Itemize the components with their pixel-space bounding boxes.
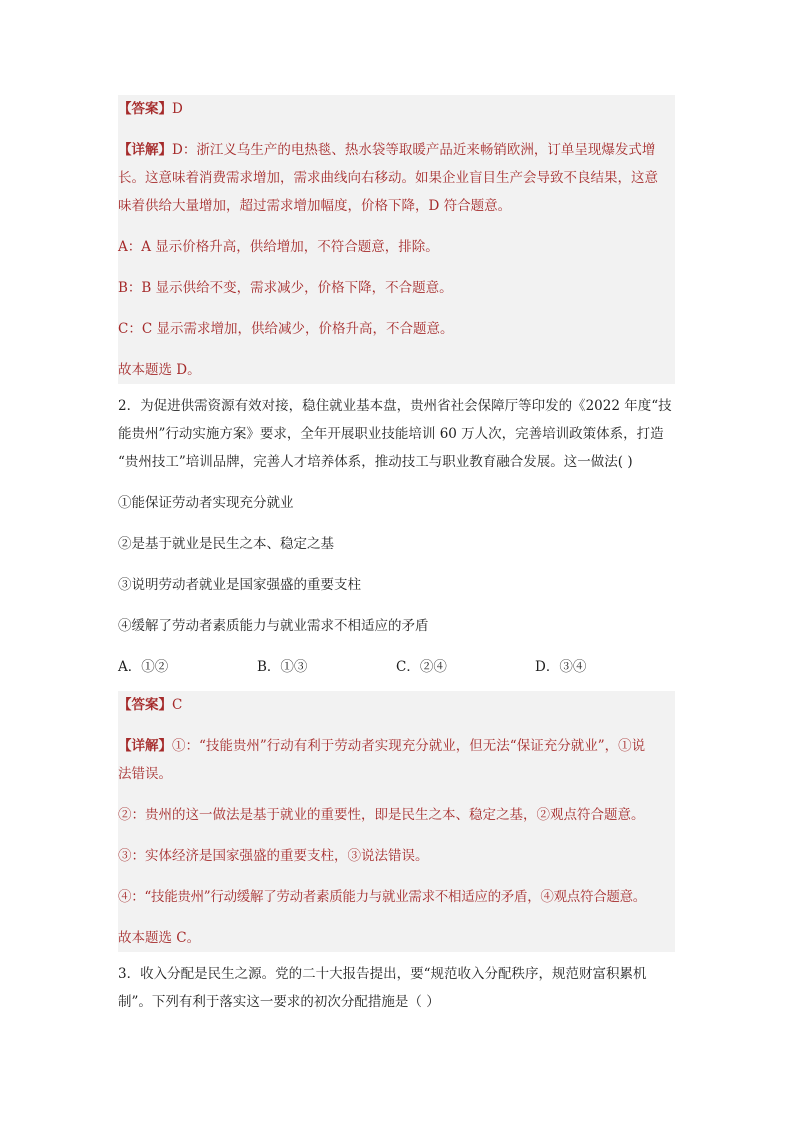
detail-line	[118, 136, 675, 164]
option-c-explanation: C：C 显示需求增加，供给减少，价格升高，不合题意。	[118, 321, 454, 337]
answer-value: D	[172, 101, 183, 117]
detail-text: D：浙江义乌生产的电热毯、热水袋等取暖产品近来畅销欧洲，订单呈现爆发式增	[172, 142, 656, 158]
detail-text: 味着供给大量增加，超过需求增加幅度，价格下降，D 符合题意。	[118, 198, 512, 214]
conclusion: 故本题选 C。	[118, 930, 201, 946]
answer-block-2	[118, 691, 675, 952]
statement-item: ②是基于就业是民生之本、稳定之基	[118, 536, 334, 552]
option-a-explanation: A：A 显示价格升高，供给增加，不符合题意，排除。	[118, 239, 439, 255]
choice-row	[118, 653, 675, 681]
answer-tag: 【答案】	[118, 697, 172, 713]
conclusion: 故本题选 D。	[118, 362, 201, 378]
detail-text: 法错误。	[118, 766, 172, 782]
statement-item: ①能保证劳动者实现充分就业	[118, 495, 294, 511]
answer-line	[118, 691, 675, 719]
question-stem: 2．为促进供需资源有效对接，稳住就业基本盘，贵州省社会保障厅等印发的《2022 年度“技	[118, 398, 672, 414]
detail-line	[118, 732, 675, 760]
choice-c[interactable]: C．②④	[396, 659, 447, 675]
question-stem: 制”。下列有利于落实这一要求的初次分配措施是（ ）	[118, 994, 440, 1010]
statement-item: ③说明劳动者就业是国家强盛的重要支柱	[118, 577, 361, 593]
document-content	[118, 95, 675, 1016]
answer-tag: 【答案】	[118, 101, 172, 117]
question-3	[118, 952, 675, 1016]
question-2	[118, 384, 675, 681]
detail-tag: 【详解】	[118, 738, 172, 754]
answer-value: C	[172, 697, 183, 713]
detail-text: 长。这意味着消费需求增加，需求曲线向右移动。如果企业盲目生产会导致不良结果，这意	[118, 170, 658, 186]
point-3-explanation: ③：实体经济是国家强盛的重要支柱，③说法错误。	[118, 848, 429, 864]
answer-block-1	[118, 95, 675, 384]
point-2-explanation: ②：贵州的这一做法是基于就业的重要性，即是民生之本、稳定之基，②观点符合题意。	[118, 807, 645, 823]
detail-text: ①：“技能贵州”行动有利于劳动者实现充分就业，但无法“保证充分就业”，①说	[172, 738, 646, 754]
point-4-explanation: ④：“技能贵州”行动缓解了劳动者素质能力与就业需求不相适应的矛盾，④观点符合题意。	[118, 889, 647, 905]
choice-d[interactable]: D．③④	[535, 659, 587, 675]
statement-item: ④缓解了劳动者素质能力与就业需求不相适应的矛盾	[118, 618, 429, 634]
choice-a[interactable]: A．①②	[118, 659, 169, 675]
question-stem: 能贵州”行动实施方案》要求，全年开展职业技能培训 60 万人次，完善培训政策体系，打造	[118, 426, 664, 442]
option-b-explanation: B：B 显示供给不变，需求减少，价格下降，不合题意。	[118, 280, 453, 296]
detail-tag: 【详解】	[118, 142, 172, 158]
question-stem: 3．收入分配是民生之源。党的二十大报告提出，要“规范收入分配秩序，规范财富积累机	[118, 966, 647, 982]
answer-line	[118, 95, 675, 123]
choice-b[interactable]: B．①③	[257, 659, 308, 675]
question-stem: “贵州技工”培训品牌，完善人才培养体系，推动技工与职业教育融合发展。这一做法( )	[118, 454, 633, 470]
